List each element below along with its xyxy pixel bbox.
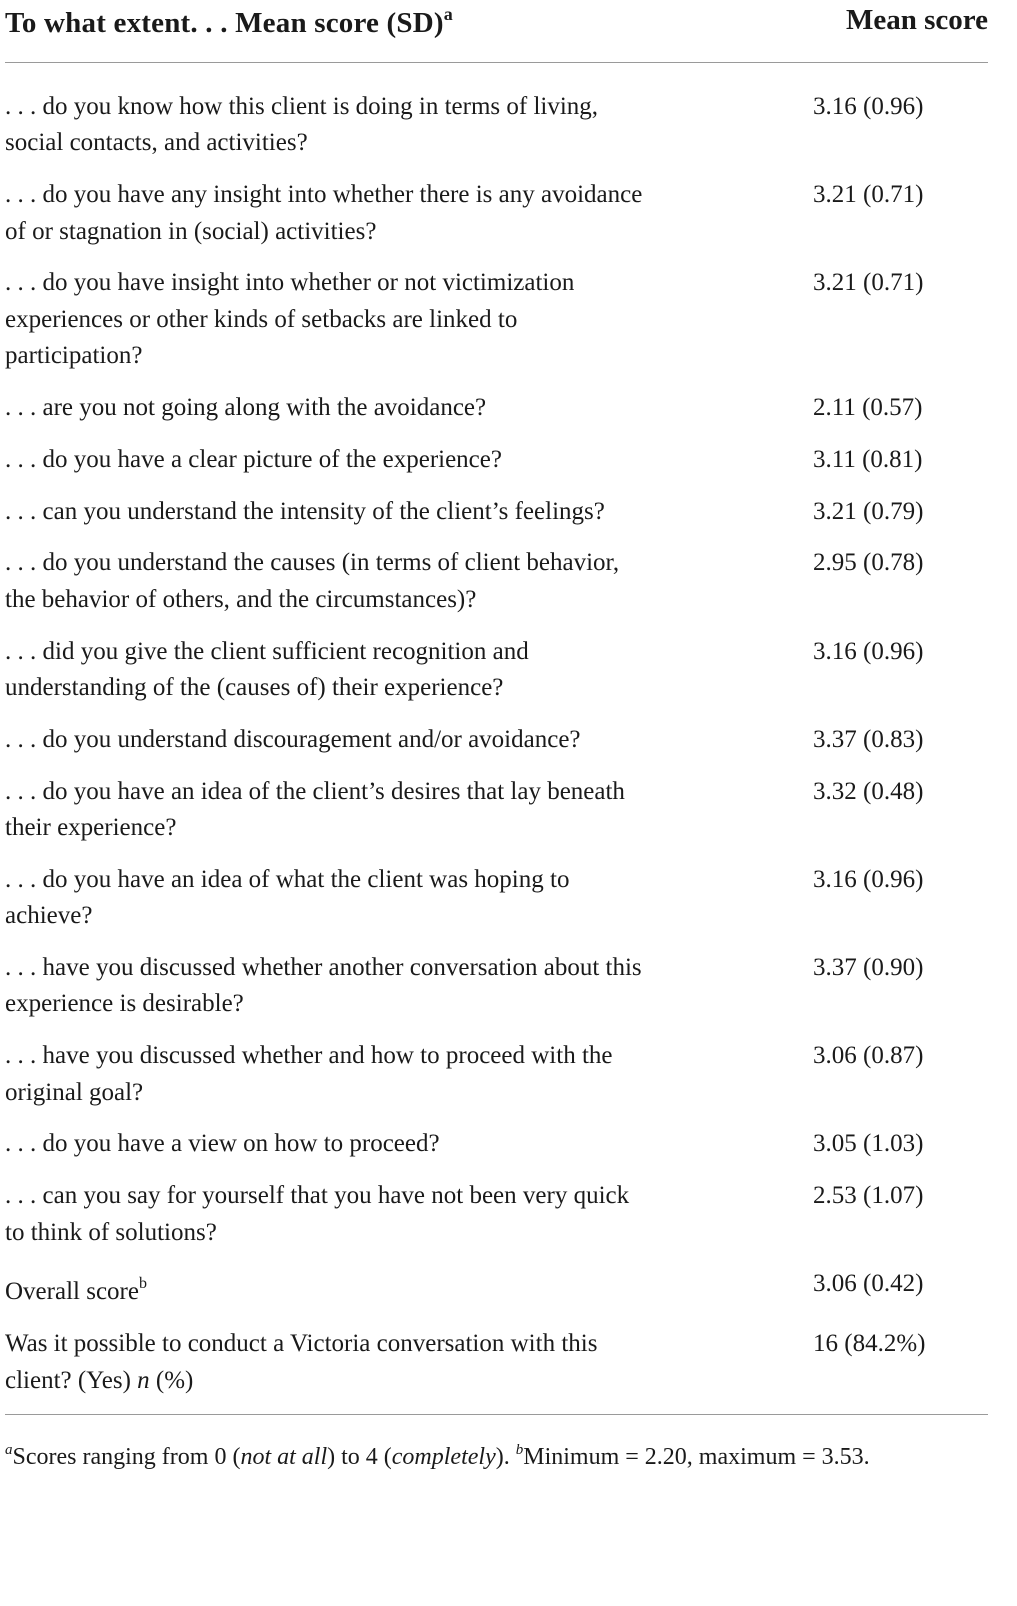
overall-score-label [5, 1266, 645, 1310]
table-row [5, 634, 988, 707]
footnote-b-text: Minimum = 2.20, maximum = 3.53. [523, 1444, 870, 1471]
row-label: . . . can you say for yourself that you have not been very quick to think of solutions? [5, 1182, 630, 1246]
victoria-label-text: Was it possible to conduct a Victoria conversation with this client? (Yes) [5, 1330, 598, 1394]
header-label-text: To what extent. . . Mean score (SD) [5, 7, 444, 39]
table-row [5, 1126, 988, 1162]
header-label [5, 4, 453, 40]
table-row [5, 862, 988, 935]
footnote-a-italic-2: completely [391, 1444, 496, 1471]
row-label: . . . are you not going along with the avoidance? [5, 394, 487, 422]
row-value: 3.37 (0.90) [813, 954, 924, 982]
row-label: . . . can you understand the intensity of the client’s feelings? [5, 497, 605, 525]
row-label: . . . do you have a clear picture of the experience? [5, 445, 502, 473]
table-row [5, 1178, 988, 1251]
row-value: 3.05 (1.03) [813, 1130, 924, 1158]
table-row [5, 950, 988, 1023]
row-value: 2.11 (0.57) [813, 394, 923, 422]
overall-score-value: 3.06 (0.42) [813, 1270, 924, 1298]
table-row [5, 442, 988, 478]
row-label: . . . do you have any insight into whether there is any avoidance of or stagnation in (social) activities? [5, 181, 643, 245]
row-value: 3.16 (0.96) [813, 93, 924, 120]
row-label: . . . do you have an idea of the client’s desires that lay beneath their experience? [5, 777, 625, 842]
row-label: . . . have you discussed whether another conversation about this experience is desirable? [5, 954, 642, 1018]
overall-score-label-text: Overall score [5, 1278, 139, 1306]
table-row [5, 1038, 988, 1111]
row-value: 3.32 (0.48) [813, 777, 924, 805]
row-label: . . . did you give the client sufficient recognition and understanding of the (causes of) their experience? [5, 637, 529, 702]
row-label: . . . do you know how this client is doing in terms of living, social contacts, and activities? [5, 93, 599, 157]
row-value: 2.53 (1.07) [813, 1182, 924, 1210]
victoria-conversation-label [5, 1326, 645, 1399]
table-row [5, 722, 988, 758]
table-row [5, 494, 988, 530]
table-footnote [5, 1433, 988, 1474]
table-row [5, 545, 988, 618]
footnote-a-text-2: ) to 4 ( [327, 1444, 392, 1471]
overall-score-footnote-mark: b [138, 1275, 147, 1293]
table-row [5, 774, 988, 847]
row-value: 3.16 (0.96) [813, 637, 924, 665]
row-value: 3.11 (0.81) [813, 445, 923, 473]
table-bottom-rule [5, 1414, 988, 1415]
footnote-mark-b: b [515, 1442, 524, 1459]
row-value: 2.95 (0.78) [813, 549, 924, 577]
table-row [5, 390, 988, 426]
header-value: Mean score [846, 4, 988, 36]
table-header [5, 0, 988, 63]
row-label: . . . do you have an idea of what the client was hoping to achieve? [5, 865, 570, 930]
row-value: 3.06 (0.87) [813, 1042, 924, 1070]
table-row [5, 89, 988, 162]
row-label: . . . do you understand the causes (in terms of client behavior, the behavior of others, and the circumstances)? [5, 549, 620, 613]
row-label: . . . have you discussed whether and how to proceed with the original goal? [5, 1042, 613, 1106]
victoria-conversation-row [5, 1326, 988, 1399]
footnote-a-text-3: ). [495, 1444, 510, 1471]
overall-score-row [5, 1266, 988, 1310]
scores-table [5, 0, 988, 1474]
header-label-footnote-mark: a [443, 4, 453, 24]
row-label: . . . do you have a view on how to proceed? [5, 1130, 440, 1158]
victoria-conversation-value: 16 (84.2%) [813, 1330, 926, 1358]
row-value: 3.21 (0.71) [813, 181, 924, 209]
row-value: 3.21 (0.71) [813, 269, 924, 297]
footnote-a-italic-1: not at all [240, 1444, 328, 1471]
footnote-a-text-1: Scores ranging from 0 ( [12, 1444, 241, 1471]
table-row [5, 265, 988, 374]
footnote-mark-a: a [5, 1442, 13, 1459]
table-body [5, 63, 988, 1399]
row-value: 3.16 (0.96) [813, 865, 924, 893]
table-row [5, 177, 988, 250]
victoria-label-tail: (%) [155, 1366, 194, 1394]
row-label: . . . do you understand discouragement and/or avoidance? [5, 725, 581, 753]
row-label: . . . do you have insight into whether or not victimization experiences or other kinds of setbacks are linked to participation? [5, 269, 575, 370]
victoria-label-n: n [137, 1366, 150, 1394]
row-value: 3.37 (0.83) [813, 725, 924, 753]
row-value: 3.21 (0.79) [813, 497, 924, 525]
